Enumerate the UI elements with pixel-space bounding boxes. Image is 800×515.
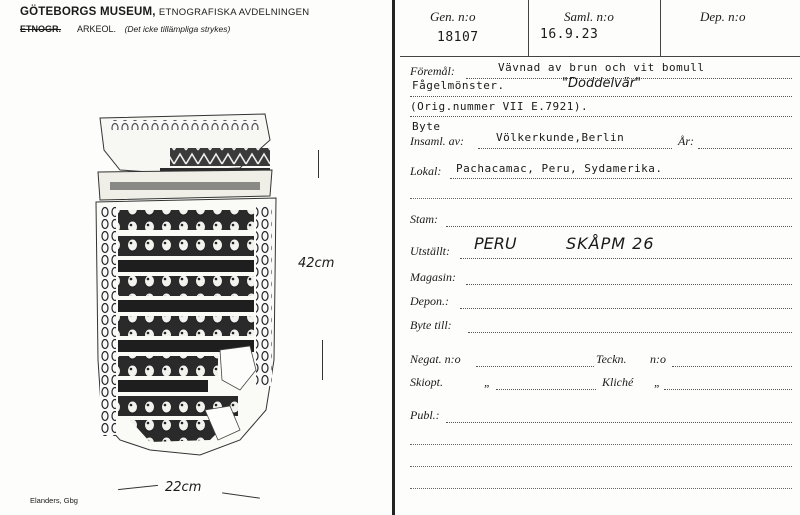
teckn-line (672, 366, 792, 367)
magasin-line (466, 284, 792, 285)
utstallt-label: Utställt: (410, 244, 451, 258)
utstallt-line (460, 258, 792, 259)
foremal-handwritten: "Doddelvär" (562, 76, 642, 91)
strike-note: (Det icke tillämpliga strykes) (124, 24, 231, 34)
teckn-no: n:o (650, 352, 666, 366)
negat-line (476, 366, 594, 367)
kliche-line (664, 389, 792, 390)
height-tick-bottom (322, 340, 323, 380)
header-sep-2 (660, 0, 661, 56)
publ-line-4 (410, 488, 792, 489)
saml-value: 16.9.23 (540, 27, 599, 42)
insaml-line (478, 148, 672, 149)
foremal-line-2 (410, 96, 792, 97)
foremal-label: Föremål: (410, 64, 455, 78)
stam-line (446, 226, 792, 227)
museum-header (20, 6, 309, 18)
teckn-label: Teckn. (596, 352, 627, 366)
stam-label: Stam: (410, 212, 438, 226)
magasin-label: Magasin: (410, 270, 456, 284)
textile-image (90, 110, 290, 480)
struck-etnogr: ETNOGR. (20, 24, 62, 34)
orig-line (410, 116, 792, 117)
height-note: 42cm (298, 256, 335, 271)
card-divider (392, 0, 395, 515)
height-tick-top (318, 150, 319, 178)
saml-label: Saml. n:o (564, 9, 614, 24)
byte-note: Byte (412, 120, 441, 133)
bytetill-label: Byte till: (410, 318, 452, 332)
width-line (118, 485, 158, 490)
museum-name: GÖTEBORGS MUSEUM, (20, 6, 156, 18)
publ-label: Publ.: (410, 408, 440, 422)
width-line-right (222, 492, 260, 498)
header-bottom-line (400, 56, 800, 57)
depon-label: Depon.: (410, 294, 449, 308)
lokal-label: Lokal: (410, 164, 442, 178)
dep-label: Dep. n:o (700, 9, 746, 24)
header-sep-1 (528, 0, 529, 56)
foremal-text-2: Fågelmönster. (412, 79, 505, 92)
negat-label: Negat. n:o (410, 352, 461, 366)
publ-line (446, 422, 792, 423)
arkeol-label: ARKEOL. (77, 24, 117, 34)
publ-line-2 (410, 444, 792, 445)
gen-value: 18107 (437, 30, 479, 45)
printer-imprint: Elanders, Gbg (30, 496, 78, 505)
ar-line (698, 148, 792, 149)
utstallt-hand-2: SKÅPM 26 (566, 234, 655, 253)
width-note: 22cm (165, 480, 202, 495)
kliche-quote: „ (654, 375, 661, 389)
kliche-label: Kliché (602, 375, 634, 389)
depon-line (460, 308, 792, 309)
insaml-value: Völkerkunde,Berlin (496, 131, 625, 144)
lokal-value: Pachacamac, Peru, Sydamerika. (456, 162, 663, 175)
skiopt-quote: „ (484, 375, 491, 389)
foremal-text-1: Vävnad av brun och vit bomull (498, 61, 705, 74)
lokal-line-2 (410, 198, 792, 199)
insaml-label: Insaml. av: (410, 134, 464, 148)
skiopt-line (496, 389, 596, 390)
gen-label: Gen. n:o (430, 9, 476, 24)
bytetill-line (468, 332, 792, 333)
department-name: ETNOGRAFISKA AVDELNINGEN (158, 7, 310, 18)
orig-number: (Orig.nummer VII E.7921). (410, 100, 589, 113)
publ-line-3 (410, 466, 792, 467)
ar-label: År: (678, 134, 694, 148)
header-subline (20, 24, 230, 34)
skiopt-label: Skiopt. (410, 375, 443, 389)
lokal-line (450, 178, 792, 179)
utstallt-hand-1: PERU (474, 234, 517, 253)
